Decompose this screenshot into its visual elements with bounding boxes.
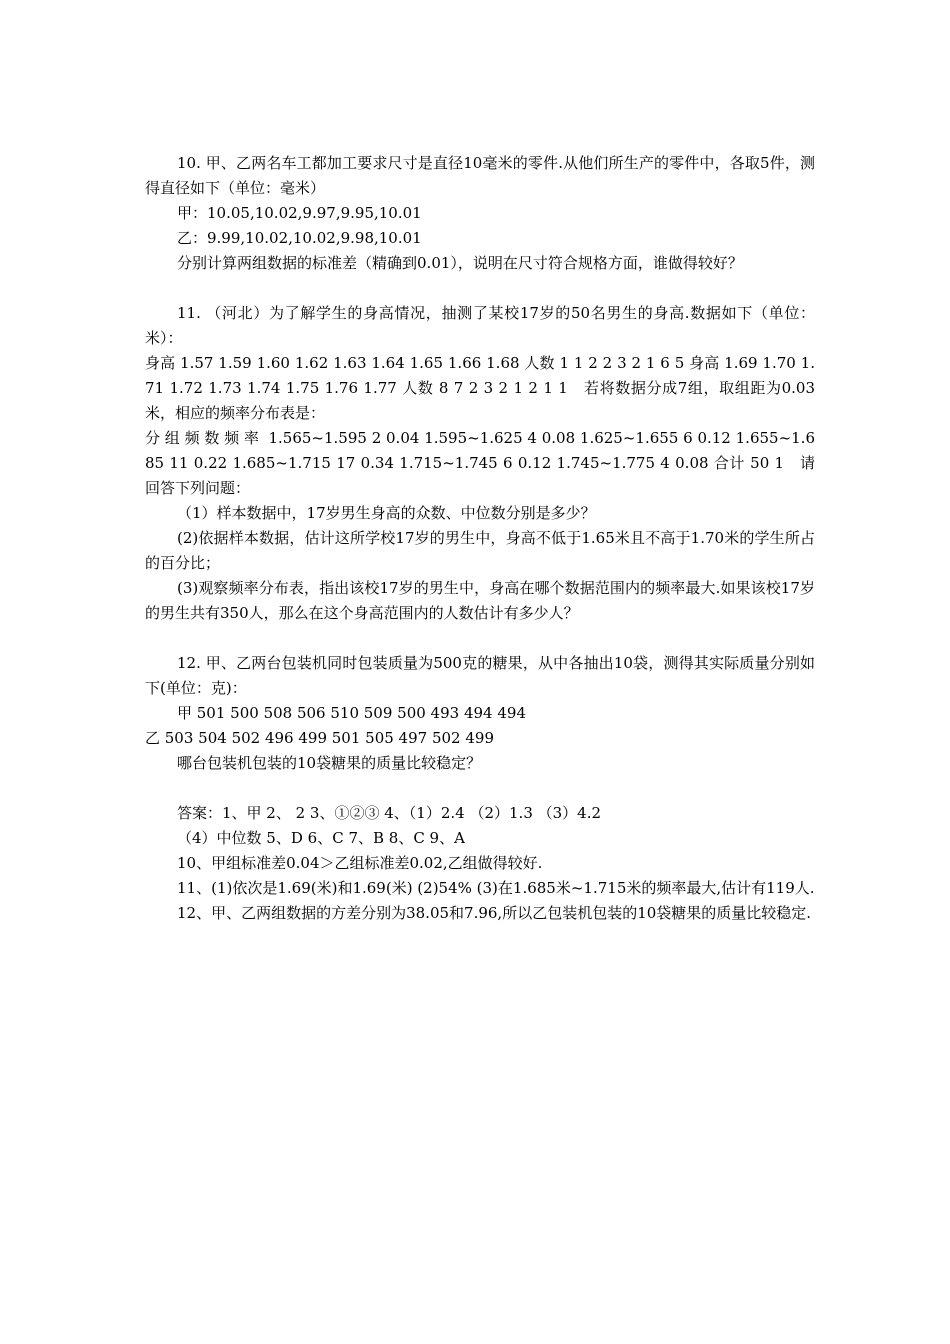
q11-frequency-table: 分 组 频 数 频 率 1.565~1.595 2 0.04 1.595~1.625 4 0.08 1.625~1.655 6 0.12 1.655~1.685 11 0.22 1.685~1.715 17 0.34 1.715~1.745 6 0.12 1.745~1.775 4 0.08 合计 50 1 请回答下列问题： — [145, 429, 815, 497]
q12-title: 12. 甲、乙两台包装机同时包装质量为500克的糖果，从中各抽出10袋，测得其实际质量分别如下(单位：克)： — [145, 654, 815, 697]
spacer — [145, 626, 815, 651]
spacer — [145, 776, 815, 801]
q11-sub-question-1: （1）样本数据中，17岁男生身高的众数、中位数分别是多少？ — [177, 504, 596, 522]
spacer — [145, 276, 815, 301]
q10-jia-data: 甲：10.05,10.02,9.97,9.95,10.01 — [177, 204, 422, 222]
q11-sub-question-3: (3)观察频率分布表，指出该校17岁的男生中，身高在哪个数据范围内的频率最大.如果该校17岁的男生共有350人，那么在这个身高范围内的人数估计有多少人？ — [145, 579, 815, 622]
q10-yi-data: 乙：9.99,10.02,10.02,9.98,10.01 — [177, 229, 422, 247]
q12-question: 哪台包装机包装的10袋糖果的质量比较稳定？ — [177, 754, 482, 772]
answers-line-4: 11、(1)依次是1.69(米)和1.69(米) (2)54% (3)在1.685米~1.715米的频率最大,估计有119人. — [177, 879, 815, 897]
q11-title: 11. （河北）为了解学生的身高情况，抽测了某校17岁的50名男生的身高.数据如下（单位：米）： — [145, 304, 815, 347]
answers-line-5: 12、甲、乙两组数据的方差分别为38.05和7.96,所以乙包装机包装的10袋糖果的质量比较稳定. — [177, 904, 812, 922]
q12-jia-data: 甲 501 500 508 506 510 509 500 493 494 494 — [177, 704, 526, 722]
document-content — [145, 151, 815, 926]
answers-line-2: （4）中位数 5、D 6、C 7、B 8、C 9、A — [177, 829, 465, 847]
q11-height-data: 身高 1.57 1.59 1.60 1.62 1.63 1.64 1.65 1.66 1.68 人数 1 1 2 2 3 2 1 6 5 身高 1.69 1.70 1.71 1.72 1.73 1.74 1.75 1.76 1.77 人数 8 7 2 3 2 1 2 1 1 若将数据分成7组，取组距为0.03米，相应的频率分布表是： — [145, 354, 815, 422]
q11-sub-question-2: (2)依据样本数据，估计这所学校17岁的男生中，身高不低于1.65米且不高于1.70米的学生所占的百分比； — [145, 529, 815, 572]
answers-line-1: 答案：1、甲 2、 2 3、①②③ 4、（1）2.4 （2）1.3 （3）4.2 — [177, 804, 602, 822]
q10-title: 10. 甲、乙两名车工都加工要求尺寸是直径10毫米的零件.从他们所生产的零件中，各取5件，测得直径如下（单位：毫米） — [145, 154, 815, 197]
answers-line-3: 10、甲组标准差0.04＞乙组标准差0.02,乙组做得较好. — [177, 854, 543, 872]
q10-question: 分别计算两组数据的标准差（精确到0.01），说明在尺寸符合规格方面，谁做得较好？ — [177, 254, 743, 272]
q12-yi-data: 乙 503 504 502 496 499 501 505 497 502 499 — [145, 729, 494, 747]
